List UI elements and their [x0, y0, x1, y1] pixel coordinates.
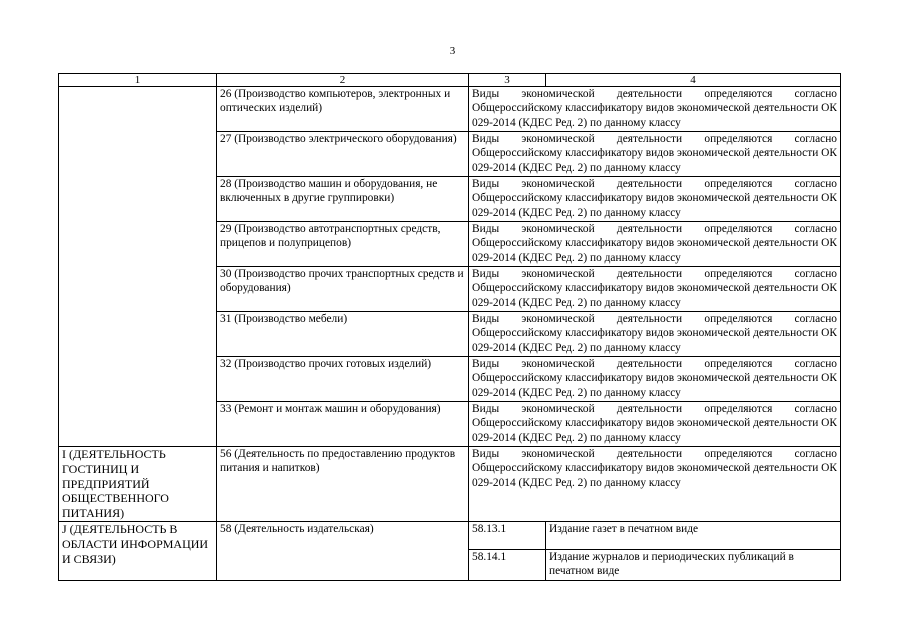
section-cell: J (ДЕЯТЕЛЬНОСТЬ В ОБЛАСТИ ИНФОРМАЦИИ И СВЯЗИ) — [59, 521, 217, 580]
section-j-row — [59, 521, 841, 549]
section-i-row — [59, 447, 841, 522]
activity-cell: 26 (Производство компьютеров, электронных и оптических изделий) — [217, 87, 469, 132]
classifier-table — [58, 73, 841, 581]
code-cell: 58.13.1 — [469, 521, 546, 549]
activity-cell: 27 (Производство электрического оборудования) — [217, 132, 469, 177]
table-header-row — [59, 74, 841, 87]
header-col-2: 2 — [217, 74, 469, 87]
code-cell: 58.14.1 — [469, 549, 546, 580]
page-number: 3 — [449, 45, 456, 57]
definition-cell: Виды экономической деятельности определяются согласно Общероссийскому классификатору видов экономической деятельности ОК 029-2014 (КДЕС Ред. 2) по данному классу — [469, 447, 841, 522]
header-col-4: 4 — [546, 74, 841, 87]
definition-cell: Виды экономической деятельности определяются согласно Общероссийскому классификатору видов экономической деятельности ОК 029-2014 (КДЕС Ред. 2) по данному классу — [469, 267, 841, 312]
activity-cell: 28 (Производство машин и оборудования, не включенных в другие группировки) — [217, 177, 469, 222]
definition-cell: Виды экономической деятельности определяются согласно Общероссийскому классификатору видов экономической деятельности ОК 029-2014 (КДЕС Ред. 2) по данному классу — [469, 312, 841, 357]
header-col-1: 1 — [59, 74, 217, 87]
definition-cell: Виды экономической деятельности определяются согласно Общероссийскому классификатору видов экономической деятельности ОК 029-2014 (КДЕС Ред. 2) по данному классу — [469, 177, 841, 222]
activity-cell: 56 (Деятельность по предоставлению продуктов питания и напитков) — [217, 447, 469, 522]
header-col-3: 3 — [469, 74, 546, 87]
description-cell: Издание газет в печатном виде — [546, 521, 841, 549]
activity-cell: 30 (Производство прочих транспортных средств и оборудования) — [217, 267, 469, 312]
activity-cell: 32 (Производство прочих готовых изделий) — [217, 357, 469, 402]
definition-cell: Виды экономической деятельности определяются согласно Общероссийскому классификатору видов экономической деятельности ОК 029-2014 (КДЕС Ред. 2) по данному классу — [469, 222, 841, 267]
section-cell-empty — [59, 87, 217, 447]
section-cell: I (ДЕЯТЕЛЬНОСТЬ ГОСТИНИЦ И ПРЕДПРИЯТИЙ ОБЩЕСТВЕННОГО ПИТАНИЯ) — [59, 447, 217, 522]
definition-cell: Виды экономической деятельности определяются согласно Общероссийскому классификатору видов экономической деятельности ОК 029-2014 (КДЕС Ред. 2) по данному классу — [469, 87, 841, 132]
definition-cell: Виды экономической деятельности определяются согласно Общероссийскому классификатору видов экономической деятельности ОК 029-2014 (КДЕС Ред. 2) по данному классу — [469, 357, 841, 402]
definition-cell: Виды экономической деятельности определяются согласно Общероссийскому классификатору видов экономической деятельности ОК 029-2014 (КДЕС Ред. 2) по данному классу — [469, 132, 841, 177]
activity-cell: 29 (Производство автотранспортных средств, прицепов и полуприцепов) — [217, 222, 469, 267]
description-cell: Издание журналов и периодических публикаций в печатном виде — [546, 549, 841, 580]
table-row — [59, 87, 841, 132]
activity-cell: 33 (Ремонт и монтаж машин и оборудования) — [217, 402, 469, 447]
definition-cell: Виды экономической деятельности определяются согласно Общероссийскому классификатору видов экономической деятельности ОК 029-2014 (КДЕС Ред. 2) по данному классу — [469, 402, 841, 447]
activity-cell: 31 (Производство мебели) — [217, 312, 469, 357]
activity-cell: 58 (Деятельность издательская) — [217, 521, 469, 580]
